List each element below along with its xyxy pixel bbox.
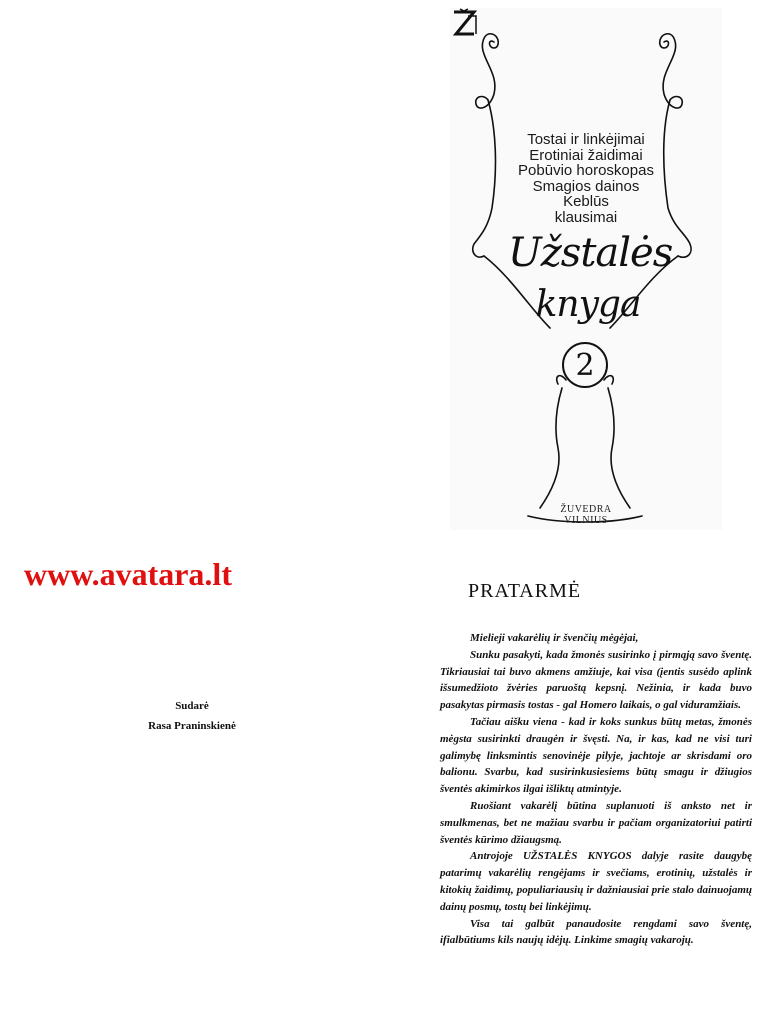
website-link[interactable]: www.avatara.lt bbox=[24, 556, 232, 592]
compiler-label: Sudarė bbox=[175, 700, 209, 712]
publisher-title: ŽUVEDRA bbox=[560, 504, 612, 515]
preface-paragraph: Antrojoje UŽSTALĖS KNYGOS dalyje rasite daugybę patarimų vakarėlių rengėjams ir svečiams, erotinių, užstalės ir kitokių žaidimų, populiariausių ir dažniausiai prie stalo dainuojamų dainų posmų, tostų bei linkėjimų. bbox=[440, 850, 752, 913]
book-cover bbox=[450, 8, 722, 530]
cover-line: Pobūvio horoskopas bbox=[518, 162, 654, 180]
preface-paragraph: Mielieji vakarėlių ir švenčių mėgėjai, bbox=[470, 632, 639, 644]
cover-line: klausimai bbox=[554, 208, 618, 226]
cover-line: Tostai ir linkėjimai bbox=[527, 131, 645, 148]
cover-line: Keblūs bbox=[563, 193, 609, 211]
preface-body bbox=[440, 630, 752, 949]
preface-paragraph: Tačiau aišku viena - kad ir koks sunkus būtų metas, žmonės mėgsta susirinkti draugėn ir švęsti. Na, ir kas, kad ne visi turi galimybę linksmintis senovinėje pilyje, jachtoje ar skrisdami oro balionu. Svarbu, kad susirinkusiesiems būtų smagu ir džiugios šventės akimirkos ilgai išliktų atmintyje. bbox=[440, 715, 752, 796]
preface-paragraph: Sunku pasakyti, kada žmonės susirinko į pirmąją savo šventę. Tikriausiai tai buvo akmens amžiuje, kai visa (įentis susėdo aplink išsumedžioto žvėries paruoštą kepsnį. Nežinia, ir kada buvo pasakytas pirmasis tostas - gal Homero laikais, o gal viduramžiais. bbox=[440, 648, 752, 712]
cover-topics bbox=[450, 132, 722, 226]
preface-title: PRATARMĖ bbox=[468, 580, 582, 602]
compiler-name: Rasa Praninskienė bbox=[148, 720, 236, 732]
cover-line: Smagios dainos bbox=[532, 177, 640, 195]
preface-paragraph: Ruošiant vakarėlį būtina suplanuoti iš anksto net ir smulkmenas, bet ne mažiau svarbu ir pačiam organizatoriui patirti šventės kūrimo džiaugsmą. bbox=[440, 799, 752, 846]
publisher-logo-icon bbox=[450, 8, 478, 38]
preface-paragraph: Visa tai galbūt panaudosite rengdami savo šventę, ifialbūtiums kils naujų idėjų. Linkime smagių vakarojų. bbox=[440, 917, 752, 947]
cover-title-line-1: Užstalės bbox=[508, 230, 673, 276]
compiler-credit bbox=[112, 696, 272, 736]
cover-line: Erotiniai žaidimai bbox=[529, 146, 643, 164]
cover-title-line-2: knyga bbox=[535, 284, 641, 325]
publisher-name bbox=[450, 504, 722, 526]
volume-number: 2 bbox=[562, 342, 608, 388]
publisher-city: VILNIUS bbox=[564, 515, 608, 526]
